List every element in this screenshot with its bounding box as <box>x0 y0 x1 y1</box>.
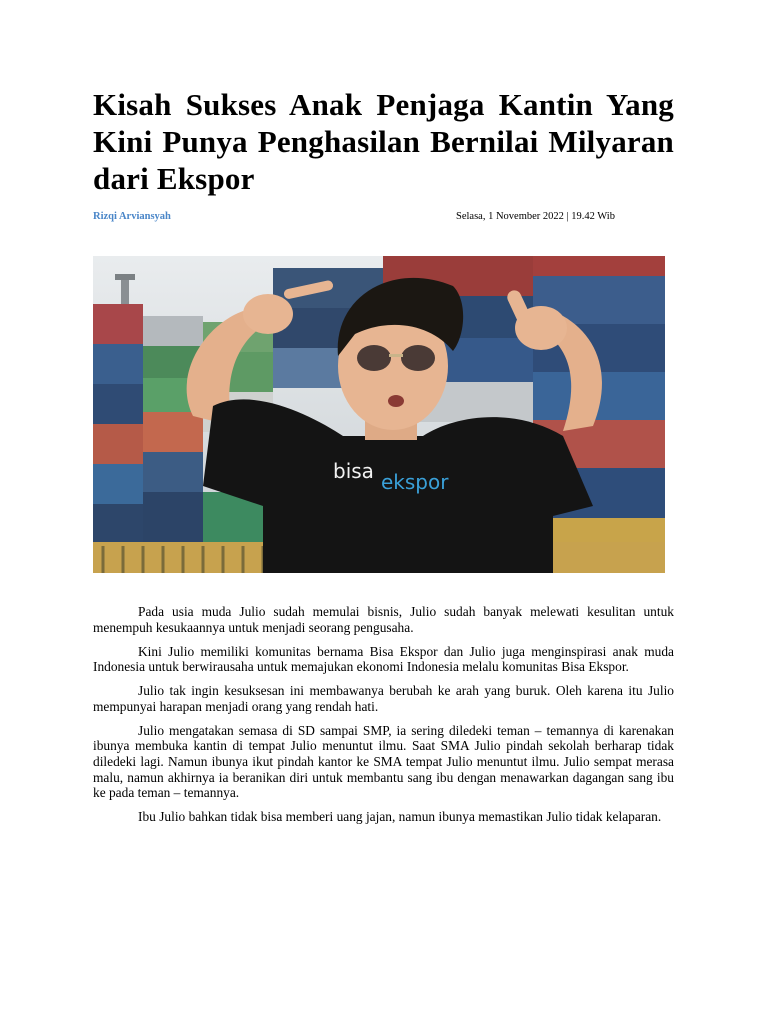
article-photo <box>93 256 665 573</box>
article-body <box>93 604 674 833</box>
author-name[interactable]: Rizqi Arviansyah <box>93 211 171 222</box>
photo-illustration <box>93 256 665 573</box>
shirt-logo-bisa: bisa <box>333 459 374 483</box>
article-paragraph: Julio mengatakan semasa di SD sampai SMP, ia sering diledeki teman – temannya di karenakan ibunya membuka kantin di tempat Julio menuntut ilmu. Saat SMA Julio pindah sekolah berharap tidak diledeki lagi. Namun ibunya ikut pindah kantor ke SMA tempat Julio menuntut ilmu. Julio sempat merasa malu, namun akhirnya ia beranikan diri untuk membantu sang ibu dengan menawarkan dagangan sang ibu ke pada teman – temannya. <box>93 722 674 801</box>
article-meta <box>93 211 674 231</box>
article-title: Kisah Sukses Anak Penjaga Kantin Yang Kini Punya Penghasilan Bernilai Milyaran dari Ekspor <box>93 87 674 196</box>
publish-date: Selasa, 1 November 2022 | 19.42 Wib <box>456 211 615 222</box>
shirt-logo-ekspor: ekspor <box>381 470 449 494</box>
article-paragraph: Julio tak ingin kesuksesan ini membawanya berubah ke arah yang buruk. Oleh karena itu Julio mempunyai harapan menjadi orang yang rendah hati. <box>93 683 674 714</box>
article-paragraph: Kini Julio memiliki komunitas bernama Bisa Ekspor dan Julio juga menginspirasi anak muda Indonesia untuk berwirausaha untuk memajukan ekonomi Indonesia melalu komunitas Bisa Ekspor. <box>93 643 674 675</box>
article-page <box>93 86 674 825</box>
article-paragraph: Pada usia muda Julio sudah memulai bisnis, Julio sudah banyak melewati kesulitan untuk menempuh kesukaannya untuk menjadi seorang pengusaha. <box>93 604 674 635</box>
article-paragraph: Ibu Julio bahkan tidak bisa memberi uang jajan, namun ibunya memastikan Julio tidak kelaparan. <box>138 809 662 825</box>
